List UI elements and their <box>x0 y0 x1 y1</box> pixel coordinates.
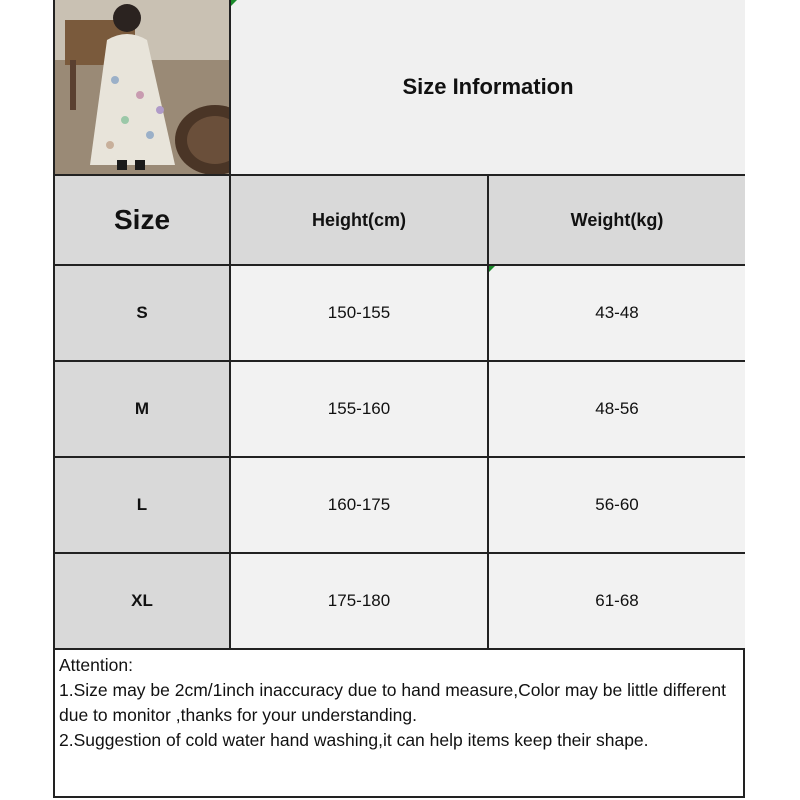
notes-line-1: 1.Size may be 2cm/1inch inaccuracy due to hand measure,Color may be little different due to monitor ,thanks for your understanding. <box>59 680 726 725</box>
size-table <box>55 176 745 650</box>
table-row <box>55 362 745 458</box>
attention-notes <box>55 650 745 796</box>
size-cell: M <box>55 362 231 456</box>
notes-heading: Attention: <box>59 655 133 675</box>
title-cell <box>231 0 745 174</box>
weight-cell: 43-48 <box>489 266 745 360</box>
header-height: Height(cm) <box>231 176 489 264</box>
header-size: Size <box>55 176 231 264</box>
weight-cell: 61-68 <box>489 554 745 648</box>
table-header-row <box>55 176 745 266</box>
product-photo-image <box>55 0 231 174</box>
table-row <box>55 458 745 554</box>
height-cell: 175-180 <box>231 554 489 648</box>
height-cell: 155-160 <box>231 362 489 456</box>
height-cell: 160-175 <box>231 458 489 552</box>
size-cell: XL <box>55 554 231 648</box>
top-row <box>55 0 745 176</box>
cell-marker-icon <box>489 266 495 272</box>
cell-marker-icon <box>231 0 237 6</box>
size-cell: L <box>55 458 231 552</box>
table-row <box>55 266 745 362</box>
product-photo <box>55 0 231 174</box>
size-cell: S <box>55 266 231 360</box>
table-row <box>55 554 745 650</box>
header-weight: Weight(kg) <box>489 176 745 264</box>
size-chart <box>53 0 745 798</box>
page-title: Size Information <box>402 74 574 99</box>
height-cell: 150-155 <box>231 266 489 360</box>
weight-cell: 56-60 <box>489 458 745 552</box>
weight-cell: 48-56 <box>489 362 745 456</box>
notes-line-2: 2.Suggestion of cold water hand washing,it can help items keep their shape. <box>59 730 649 750</box>
